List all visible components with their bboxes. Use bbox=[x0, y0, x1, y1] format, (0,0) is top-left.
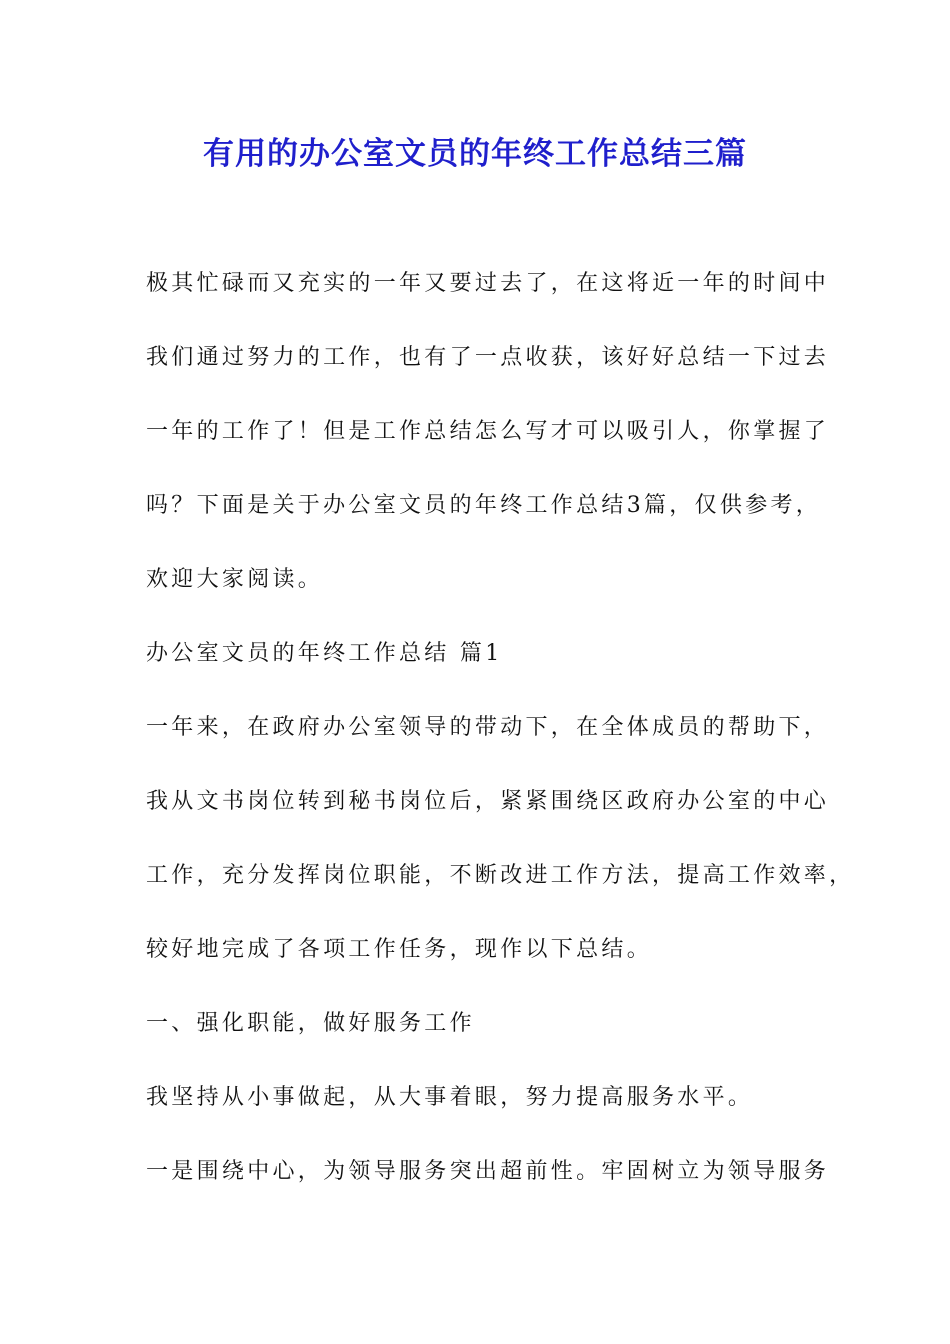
paragraph-line: 我们通过努力的工作，也有了一点收获，该好好总结一下过去 bbox=[146, 345, 830, 370]
paragraph-line: 工作，充分发挥岗位职能，不断改进工作方法，提高工作效率， bbox=[146, 863, 855, 888]
section-heading: 办公室文员的年终工作总结 篇1 bbox=[146, 641, 503, 666]
document-body bbox=[146, 259, 855, 1221]
paragraph-line: 一年来，在政府办公室领导的带动下，在全体成员的帮助下， bbox=[146, 715, 830, 740]
paragraph-line: 我坚持从小事做起，从大事着眼，努力提高服务水平。 bbox=[146, 1085, 754, 1110]
document-title: 有用的办公室文员的年终工作总结三篇 bbox=[203, 136, 747, 172]
paragraph-line: 一年的工作了！但是工作总结怎么写才可以吸引人，你掌握了 bbox=[146, 419, 830, 444]
paragraph-line: 极其忙碌而又充实的一年又要过去了，在这将近一年的时间中 bbox=[146, 271, 830, 296]
paragraph-line: 较好地完成了各项工作任务，现作以下总结。 bbox=[146, 937, 653, 962]
paragraph-line: 欢迎大家阅读。 bbox=[146, 567, 324, 592]
paragraph-line: 我从文书岗位转到秘书岗位后，紧紧围绕区政府办公室的中心 bbox=[146, 789, 830, 814]
paragraph-line: 一是围绕中心，为领导服务突出超前性。牢固树立为领导服务 bbox=[146, 1159, 830, 1184]
subsection-heading: 一、强化职能，做好服务工作 bbox=[146, 1011, 475, 1036]
paragraph-line: 吗？下面是关于办公室文员的年终工作总结3篇，仅供参考， bbox=[146, 493, 822, 518]
